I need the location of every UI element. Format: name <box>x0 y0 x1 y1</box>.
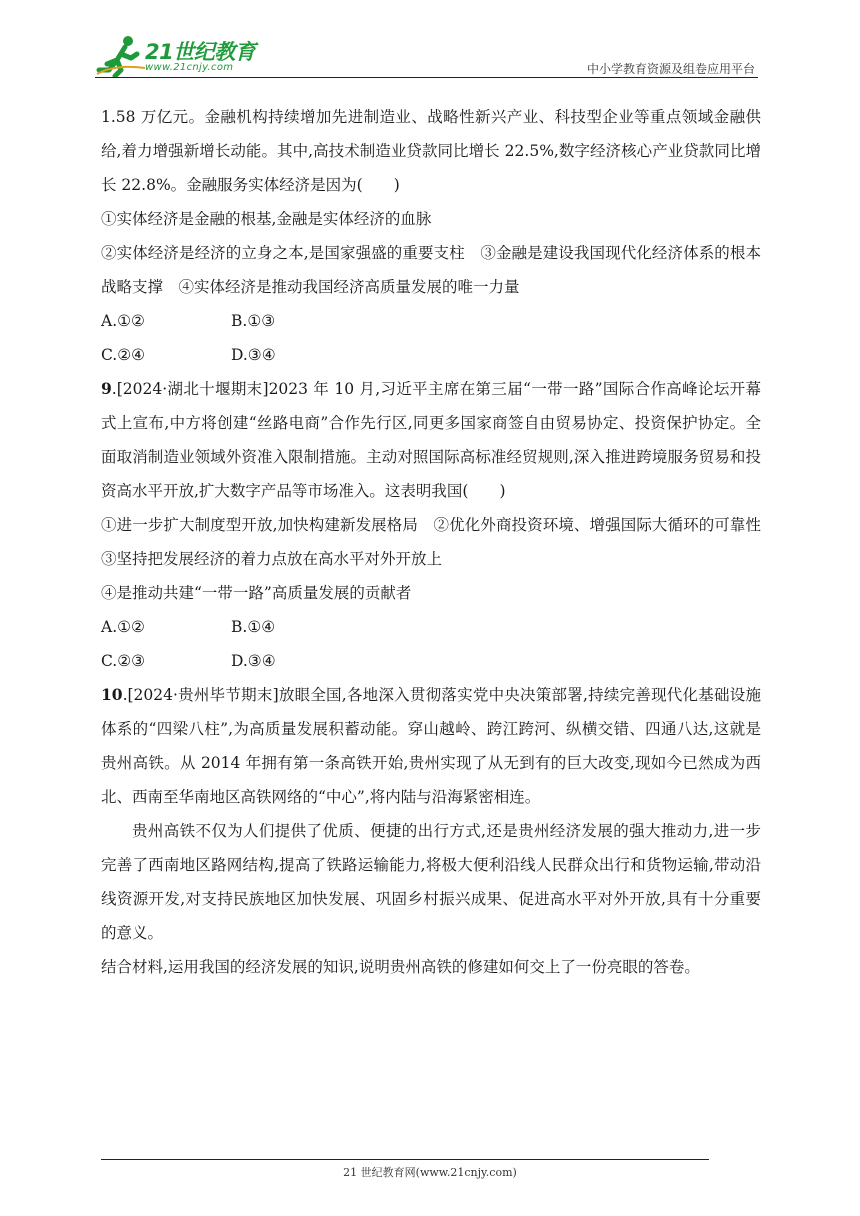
runner-logo-icon <box>95 34 147 78</box>
q10-number: 10 <box>101 685 123 704</box>
page-content <box>101 100 777 984</box>
logo-url: www.21cnjy.com <box>145 62 234 73</box>
q9-option-b[interactable]: B.①④ <box>231 618 276 636</box>
q9-options-row1 <box>101 610 761 644</box>
q10-paragraph-2: 贵州高铁不仅为人们提供了优质、便捷的出行方式,还是贵州经济发展的强大推动力,进一步完善了西南地区路网结构,提高了铁路运输能力,将极大便利沿线人民群众出行和货物运输,带动沿线资源开发,对支持民族地区加快发展、巩固乡村振兴成果、促进高水平对外开放,具有十分重要的意义。 <box>101 822 761 942</box>
q9-option-a[interactable]: A.①② <box>101 618 145 636</box>
q9-option-c[interactable]: C.②③ <box>101 652 146 670</box>
header-divider <box>95 77 758 78</box>
page-header <box>95 34 755 80</box>
footer-divider <box>101 1159 709 1160</box>
q10-stem <box>101 678 761 814</box>
page-footer: 21 世纪教育网(www.21cnjy.com) <box>343 1166 517 1179</box>
q8-option-a[interactable]: A.①② <box>101 312 145 330</box>
q10-task: 结合材料,运用我国的经济发展的知识,说明贵州高铁的修建如何交上了一份亮眼的答卷。 <box>101 958 700 976</box>
q9-number: 9 <box>101 379 112 398</box>
q9-options-row2 <box>101 644 761 678</box>
q9-option-d[interactable]: D.③④ <box>231 652 276 670</box>
q8-options-row1 <box>101 304 761 338</box>
q8-option-c[interactable]: C.②④ <box>101 346 146 364</box>
platform-name: 中小学教育资源及组卷应用平台 <box>586 62 755 76</box>
q10-stem-text: .[2024·贵州毕节期末]放眼全国,各地深入贯彻落实党中央决策部署,持续完善现代化基础设施体系的“四梁八柱”,为高质量发展积蓄动能。穿山越岭、跨江跨河、纵横交错、四通八达,这就是贵州高铁。从 2014 年拥有第一条高铁开始,贵州实现了从无到有的巨大改变,现如今已然成为西北、西南至华南地区高铁网络的“中心”,将内陆与沿海紧密相连。 <box>101 686 761 806</box>
q9-statement-1: ①进一步扩大制度型开放,加快构建新发展格局 ②优化外商投资环境、增强国际大循环的可靠性 ③坚持把发展经济的着力点放在高水平对外开放上 <box>101 516 777 568</box>
logo-brand: 21世纪教育 <box>145 40 256 64</box>
logo <box>95 34 265 78</box>
q9-statement-2: ④是推动共建“一带一路”高质量发展的贡献者 <box>101 584 412 602</box>
q9-stem <box>101 372 761 508</box>
q8-option-b[interactable]: B.①③ <box>231 312 276 330</box>
q8-option-d[interactable]: D.③④ <box>231 346 276 364</box>
q9-stem-text: .[2024·湖北十堰期末]2023 年 10 月,习近平主席在第三届“一带一路”国际合作高峰论坛开幕式上宣布,中方将创建“丝路电商”合作先行区,同更多国家商签自由贸易协定、投资保护协定。全面取消制造业领域外资准入限制措施。主动对照国际高标准经贸规则,深入推进跨境服务贸易和投资高水平开放,扩大数字产品等市场准入。这表明我国( ) <box>101 380 761 500</box>
q8-stem: 1.58 万亿元。金融机构持续增加先进制造业、战略性新兴产业、科技型企业等重点领域金融供给,着力增强新增长动能。其中,高技术制造业贷款同比增长 22.5%,数字经济核心产业贷款同比增长 22.8%。金融服务实体经济是因为( ) <box>101 108 761 194</box>
q8-statement-2: ②实体经济是经济的立身之本,是国家强盛的重要支柱 ③金融是建设我国现代化经济体系的根本战略支撑 ④实体经济是推动我国经济高质量发展的唯一力量 <box>101 244 761 296</box>
q8-options-row2 <box>101 338 761 372</box>
q8-statement-1: ①实体经济是金融的根基,金融是实体经济的血脉 <box>101 210 432 228</box>
